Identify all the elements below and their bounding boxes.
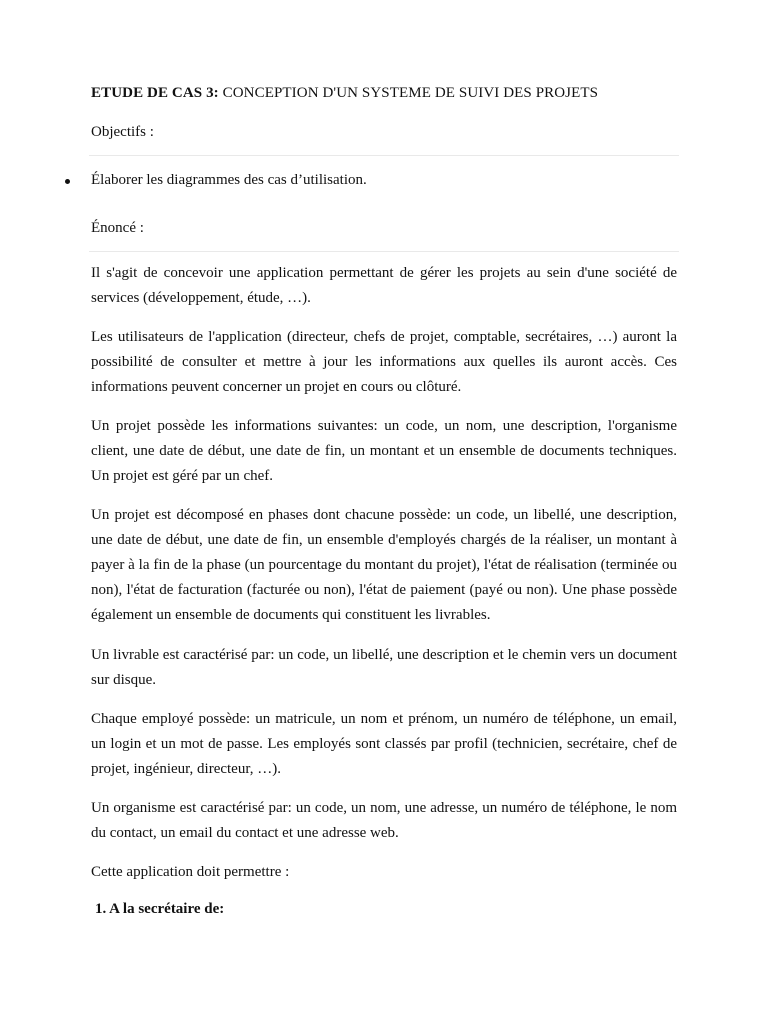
document-title xyxy=(91,85,598,102)
paragraph: Il s'agit de concevoir une application permettant de gérer les projets au sein d'une société de services (développement, étude, …). xyxy=(91,265,677,306)
list-item xyxy=(65,172,367,189)
paragraph: Les utilisateurs de l'application (directeur, chefs de projet, comptable, secrétaires, …) auront la possibilité de consulter et mettre à jour les informations aux quelles ils auront accès. Ces informations peuvent concerner un projet en cours ou clôturé. xyxy=(91,329,677,395)
bullet-icon xyxy=(65,179,70,184)
objectifs-label: Objectifs : xyxy=(91,124,154,140)
section-heading: 1. A la secrétaire de: xyxy=(95,901,225,917)
paragraph: Chaque employé possède: un matricule, un nom et prénom, un numéro de téléphone, un email, un login et un mot de passe. Les employés sont classés par profil (technicien, secrétaire, chef de projet, ingénieur, directeur, …). xyxy=(91,711,677,777)
divider xyxy=(89,251,679,252)
paragraph: Cette application doit permettre : xyxy=(91,864,290,880)
paragraph: Un livrable est caractérisé par: un code, un libellé, une description et le chemin vers un document sur disque. xyxy=(91,647,677,688)
title-text: CONCEPTION D'UN SYSTEME DE SUIVI DES PROJETS xyxy=(218,85,599,101)
paragraph: Un projet est décomposé en phases dont chacune possède: un code, un libellé, une description, une date de début, une date de fin, un ensemble d'employés chargés de la réaliser, un montant à payer à la fin de la phase (un pourcentage du montant du projet), l'état de réalisation (terminée ou non), l'état de facturation (facturée ou non), l'état de paiement (payé ou non). Une phase possède également un ensemble de documents qui constituent les livrables. xyxy=(91,507,677,623)
paragraph: Un projet possède les informations suivantes: un code, un nom, une description, l'organisme client, une date de début, une date de fin, un montant et un ensemble de documents techniques. Un projet est géré par un chef. xyxy=(91,418,677,484)
title-prefix: ETUDE DE CAS 3: xyxy=(91,85,219,101)
enonce-label: Énoncé : xyxy=(91,220,144,236)
divider xyxy=(89,155,679,156)
paragraph: Un organisme est caractérisé par: un code, un nom, une adresse, un numéro de téléphone, le nom du contact, un email du contact et une adresse web. xyxy=(91,800,677,841)
objectif-text: Élaborer les diagrammes des cas d’utilisation. xyxy=(91,172,367,188)
